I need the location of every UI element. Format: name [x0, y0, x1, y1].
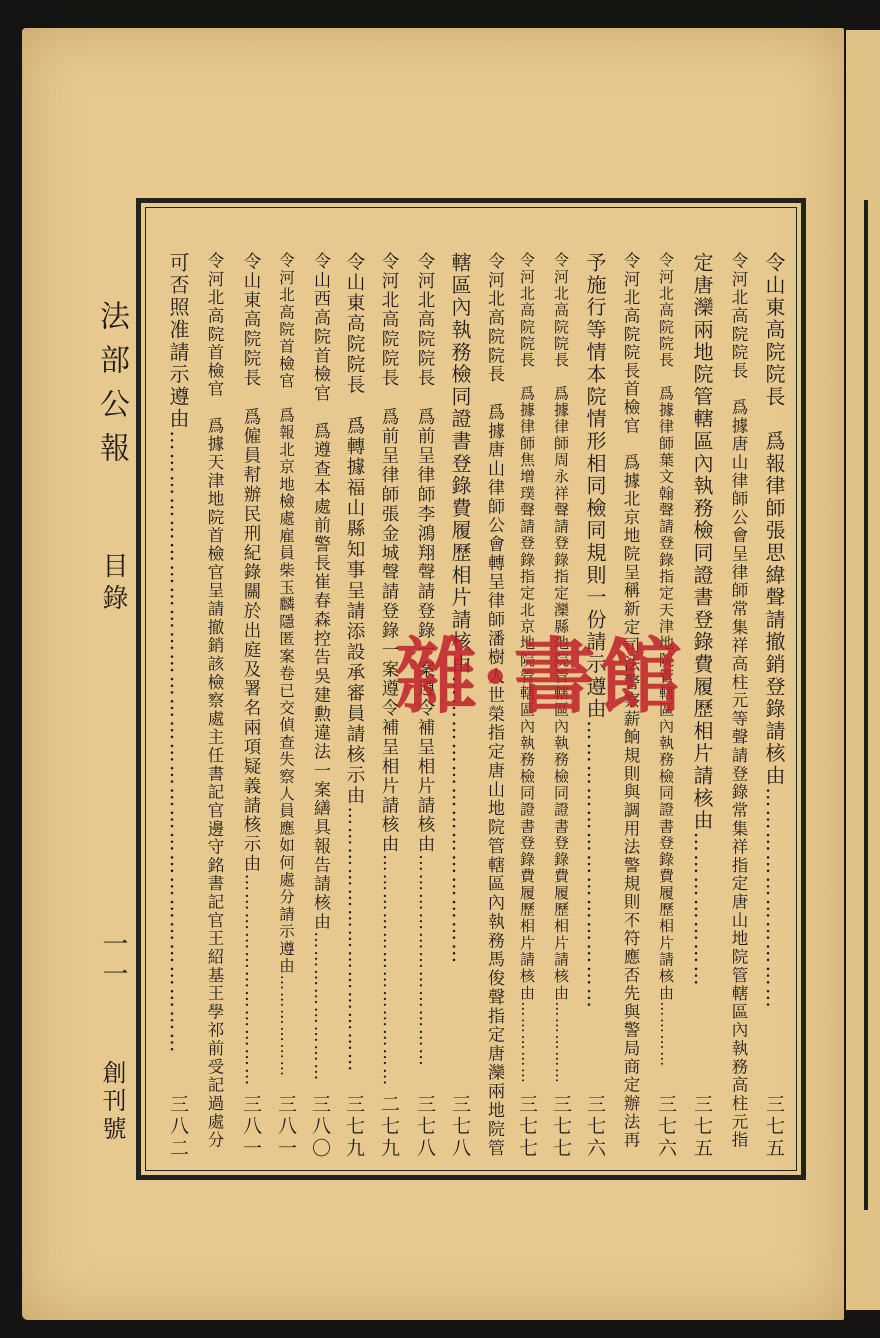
entry-page: 三八〇: [309, 1094, 331, 1160]
library-watermark-stamp: 雜·書館: [395, 629, 686, 725]
list-item: 令山東高院院長 爲僱員幇辦民刑紀錄關於出庭及署名兩項疑義請核示由…………………………… 三八一: [235, 252, 267, 1164]
entry-page: 三七五: [763, 1094, 785, 1160]
entry-page: 三七八: [449, 1094, 471, 1160]
list-item: 令河北高院院長 爲前呈律師張金城聲請登錄一案遵令補呈相片請核由……………………………… 二七九: [373, 252, 405, 1164]
list-item: 令河北高院院長 爲據律師焦增璞聲請登錄指定北京地院管轄區內執務檢同證書登錄費履歷相片請核由…………… 三七七: [511, 252, 543, 1164]
list-item: 令河北高院院長 爲據律師葉文翰聲請登錄指定天津地院管轄區內執務檢同證書登錄費履歷相片請核由………… 三七六: [650, 252, 682, 1164]
entry-page: 三七五: [691, 1094, 713, 1160]
list-item: 令山西高院首檢官 爲遵查本處前警長崔春森控告吳建勲違法一案繕具報告請核由…………………… 三八〇: [304, 252, 336, 1164]
list-item: 令山東高院院長 爲報律師張思緯聲請撤銷登錄請核由………………………… 三七五: [758, 252, 790, 1164]
entry-page: 二七九: [378, 1094, 400, 1160]
entry-page: 三七九: [343, 1094, 365, 1160]
entry-page: 三七六: [655, 1094, 677, 1160]
entry-page: 三七八: [414, 1094, 436, 1160]
issue-label: 創刊號: [98, 1060, 126, 1144]
list-item: 令河北高院院長首檢官 爲據北京地院呈稱新定司法警察薪餉規則與調用法警規則不符應否先與警局商定辦法再: [621, 252, 640, 1150]
list-item: 令河北高院首檢官 爲報北京地檢處雇員柴玉麟隱匿案卷已交偵查失察人員應如何處分請示遵由……………… 三八一: [270, 252, 302, 1164]
list-item: 轄區內執務檢同證書登錄費履歷相片請核由………………………………… 三七八: [444, 252, 476, 1164]
list-item: 令河北高院院長 爲前呈律師李鴻翔聲請登錄一案遵令補呈相片請核由…………………………… 三七八: [409, 252, 441, 1164]
page-number: 一一: [98, 930, 128, 990]
list-item: 令河北高院院長 爲據唐山律師公會轉呈律師潘樹人世榮指定唐山地院管轄區內執務馬俊聲指定唐灤兩地院管: [484, 252, 504, 1158]
publication-title: 法部公報: [94, 300, 129, 476]
entry-page: 三八一: [275, 1094, 297, 1160]
entry-page: 三七七: [516, 1094, 538, 1160]
list-item: 令河北高院首檢官 爲據天津地院首檢官呈請撤銷該檢察處主任書記官邊守銘書記官王紹基王學祁前受記過處分: [205, 252, 224, 1150]
adjacent-page-edge: [846, 30, 880, 1310]
list-item: 定唐灤兩地院管轄區內執務檢同證書登錄費履歷相片請核由………………… 三七五: [686, 252, 718, 1164]
list-item: 令山東高院院長 爲轉據福山縣知事呈請添設承審員請核示由………………………………… 三七九: [338, 252, 370, 1164]
list-item: 令河北高院院長 爲據唐山律師公會呈律師常集祥高柱元等聲請登錄常集祥指定唐山地院管轄區內執務高柱元指: [729, 252, 748, 1150]
list-item: 予施行等情本院情形相同檢同規則一份請示遵由………………………………… 三七六: [579, 252, 611, 1164]
entry-page: 三七六: [584, 1094, 606, 1160]
section-label: 目錄: [98, 552, 128, 616]
list-item: 令河北高院院長 爲據律師周永祥聲請登錄指定灤縣地院管轄區內執務檢同證書登錄費履歷相片請核由…………… 三七七: [545, 252, 577, 1164]
entry-page: 三八一: [240, 1094, 262, 1160]
list-item: 可否照准請示遵由………………………………………………………………………… 三八二: [162, 252, 194, 1164]
entry-page: 三七七: [550, 1094, 572, 1160]
entry-page: 三八二: [167, 1094, 189, 1160]
